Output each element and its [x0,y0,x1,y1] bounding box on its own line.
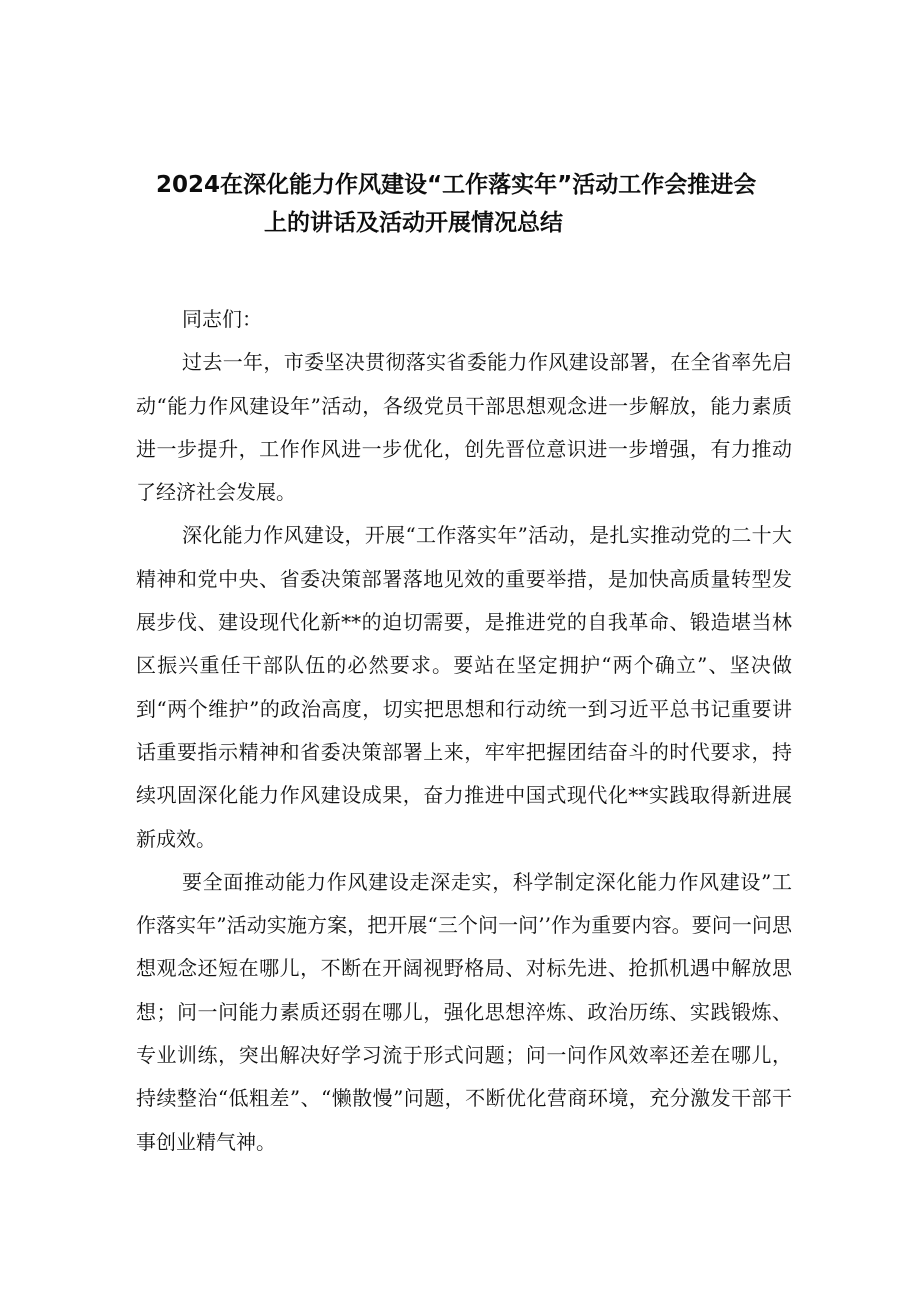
document-body [136,298,792,1164]
greeting: 同志们： [182,307,262,331]
document-title [156,166,796,242]
title-line-2: 上的讲话及活动开展情况总结 [264,210,563,236]
paragraph-3: 要全面推动能力作风建设走深走实，科学制定深化能力作风建设”工作落实年”活动实施方案，把开展“三个问一问’’作为重要内容。要问一问思想观念还短在哪儿，不断在开阔视野格局、对标先进、抢抓机遇中解放思想；问一问能力素质还弱在哪儿，强化思想淬炼、政治历练、实践锻炼、专业训练，突出解决好学习流于形式问题；问一问作风效率还差在哪儿，持续整治“低粗差”、“懒散慢”问题，不断优化营商环境，充分激发干部干事创业精气神。 [136,869,792,1154]
paragraph-2: 深化能力作风建设，开展“工作落实年”活动，是扎实推动党的二十大精神和党中央、省委决策部署落地见效的重要举措，是加快高质量转型发展步伐、建设现代化新**的迫切需要，是推进党的自我革命、锻造堪当林区振兴重任干部队伍的必然要求。要站在坚定拥护“两个确立”、坚决做到“两个维护”的政治高度，切实把思想和行动统一到习近平总书记重要讲话重要指示精神和省委决策部署上来，牢牢把握团结奋斗的时代要求，持续巩固深化能力作风建设成果，奋力推进中国式现代化**实践取得新进展新成效。 [136,523,792,851]
paragraph-1: 过去一年，市委坚决贯彻落实省委能力作风建设部署，在全省率先启动“能力作风建设年”活动，各级党员干部思想观念进一步解放，能力素质进一步提升，工作作风进一步优化，创先晋位意识进一步增强，有力推动了经济社会发展。 [136,350,792,505]
title-line-1: 2024在深化能力作风建设“工作落实年”活动工作会推进会 [156,172,757,198]
